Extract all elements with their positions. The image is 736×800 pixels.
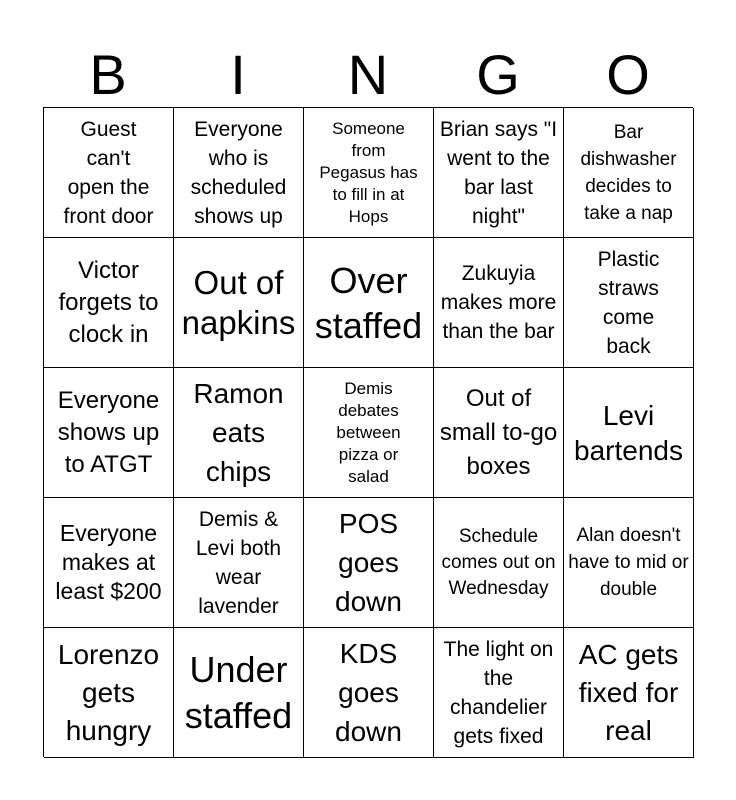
cell-text: Zukuyia makes more than the bar	[440, 262, 557, 343]
cell-text: Out of napkins	[181, 263, 296, 341]
header-letter-g: G	[476, 43, 520, 106]
bingo-cell[interactable]	[434, 498, 564, 628]
header-letter-n: N	[347, 43, 389, 106]
bingo-grid	[43, 107, 693, 757]
cell-text: Alan doesn't have to mid or double	[568, 525, 689, 600]
cell-text: Everyone who is scheduled shows up	[190, 117, 287, 228]
bingo-cell[interactable]	[434, 628, 564, 758]
bingo-cell[interactable]	[564, 108, 694, 238]
bingo-cell[interactable]	[174, 498, 304, 628]
cell-text: Levi bartends	[574, 399, 683, 466]
bingo-cell[interactable]	[564, 498, 694, 628]
cell-text: Demis debates between pizza or salad	[336, 378, 401, 486]
cell-text: Guest can't open the front door	[63, 117, 154, 228]
bingo-cell[interactable]	[434, 368, 564, 498]
cell-text: Bar dishwasher decides to take a nap	[580, 121, 677, 224]
bingo-cell[interactable]	[44, 238, 174, 368]
bingo-cell[interactable]	[174, 108, 304, 238]
cell-text: Brian says "I went to the bar last night"	[439, 117, 558, 228]
cell-text: Plastic straws come back	[597, 247, 660, 358]
bingo-cell[interactable]	[434, 108, 564, 238]
bingo-cell[interactable]	[564, 368, 694, 498]
cell-text: The light on the chandelier gets fixed	[443, 637, 554, 748]
bingo-cell[interactable]	[434, 238, 564, 368]
bingo-cell[interactable]	[44, 108, 174, 238]
bingo-cell[interactable]	[304, 368, 434, 498]
cell-text: Everyone shows up to ATGT	[57, 386, 160, 478]
bingo-cell[interactable]	[304, 108, 434, 238]
bingo-cell[interactable]	[304, 628, 434, 758]
bingo-cell[interactable]	[564, 238, 694, 368]
cell-text: Ramon eats chips	[193, 378, 284, 487]
header-letter-i: I	[230, 43, 246, 106]
cell-text: Schedule comes out on Wednesday	[441, 525, 556, 599]
cell-text: Lorenzo gets hungry	[57, 638, 160, 746]
header-letter-b: B	[89, 43, 127, 106]
cell-text: Everyone makes at least $200	[55, 520, 162, 604]
cell-text: KDS goes down	[335, 638, 402, 747]
cell-text: POS goes down	[335, 508, 402, 617]
cell-text: Demis & Levi both wear lavender	[195, 507, 282, 618]
bingo-cell[interactable]	[564, 628, 694, 758]
header-letter-o: O	[606, 43, 650, 106]
bingo-cell[interactable]	[304, 238, 434, 368]
cell-text: Victor forgets to clock in	[58, 256, 159, 348]
bingo-cell[interactable]	[44, 368, 174, 498]
bingo-cell[interactable]	[44, 628, 174, 758]
bingo-cell[interactable]	[174, 628, 304, 758]
cell-text: Under staffed	[184, 648, 293, 736]
cell-text: AC gets fixed for real	[578, 638, 679, 746]
cell-text: Out of small to-go boxes	[439, 384, 558, 480]
cell-text: Over staffed	[314, 259, 423, 346]
bingo-cell[interactable]	[304, 498, 434, 628]
cell-text: Someone from Pegasus has to fill in at Hops	[319, 118, 418, 226]
bingo-cell[interactable]	[44, 498, 174, 628]
bingo-header	[43, 44, 693, 106]
bingo-cell[interactable]	[174, 238, 304, 368]
bingo-cell[interactable]	[174, 368, 304, 498]
